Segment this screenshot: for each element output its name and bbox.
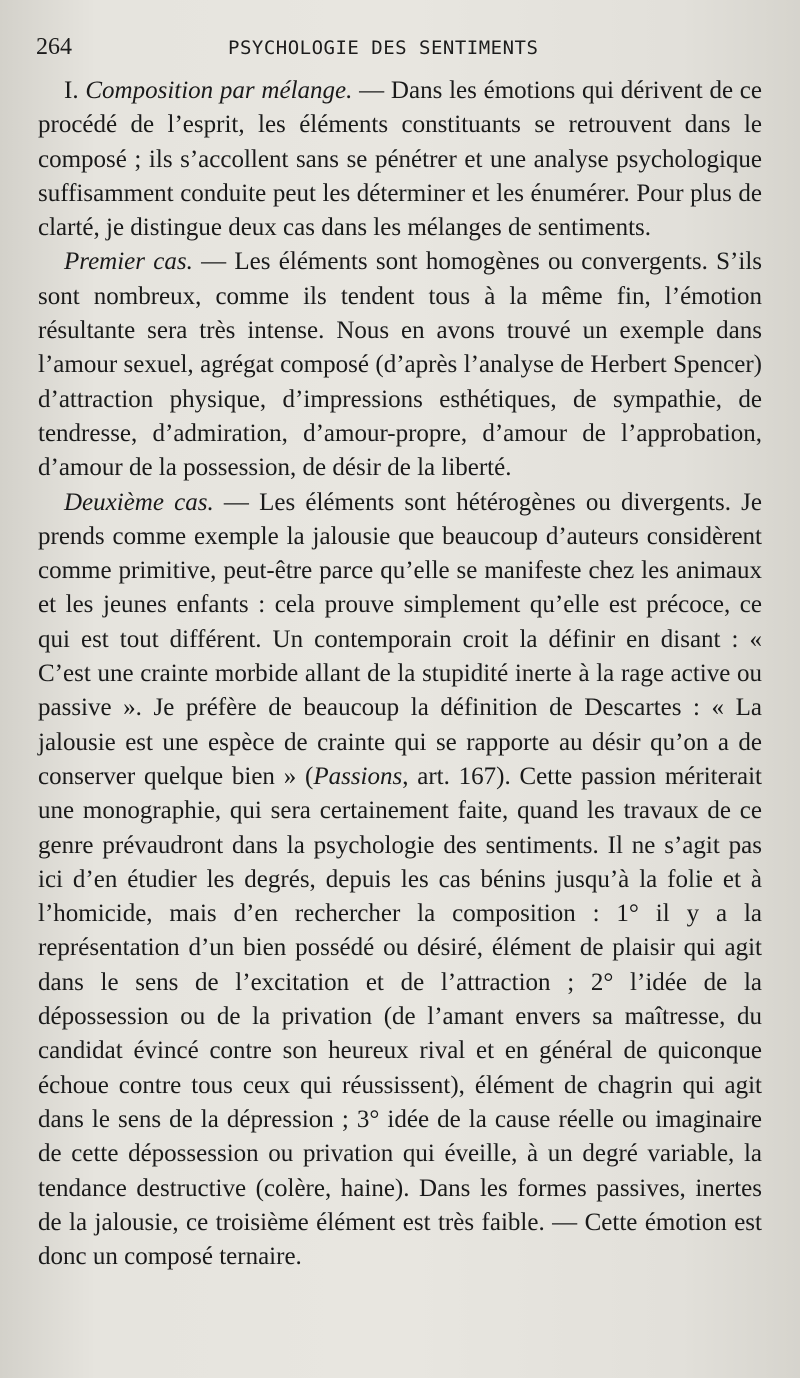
running-head: PSYCHOLOGIE DES SENTIMENTS xyxy=(228,37,539,59)
page-number: 264 xyxy=(36,34,72,60)
case-heading: Premier cas. xyxy=(64,248,193,276)
section-heading: Composition par mélange. xyxy=(85,77,353,104)
paragraph-text: — Les éléments sont hétérogènes ou divergents. Je prends comme exemple la jalousie que beaucoup d’auteurs considèrent comme primitive, peut-être parce qu’elle se manifeste chez les animaux et les jeunes enfants : cela prouve simplement qu’elle est précoce, ce qui est tout différent. Un contemporain croit la définir en disant : « C’est une crainte morbide allant de la stupidité inerte à la rage active ou passive ». Je préfère de beaucoup la définition de Descartes : « La jalousie est une espèce de crainte qui se rapporte au désir qu’on a de conserver quelque bien » ( xyxy=(38,488,763,790)
section-number: I. xyxy=(64,77,86,104)
paragraph-text: — Dans les émotions qui dérivent de ce procédé de l’esprit, les éléments constituants se retrouvent dans le composé ; ils s’accollent sans se pénétrer et une analyse psychologique suffisamment conduite peut les déterminer et les énumérer. Pour plus de clarté, je distingue deux cas dans les mélanges de sentiments. xyxy=(38,77,763,242)
paragraph-text: — Les éléments sont homogènes ou convergents. S’ils sont nombreux, comme ils tendent tous à la même fin, l’émotion résultante sera très intense. Nous en avons trouvé un exemple dans l’amour sexuel, agrégat composé (d’après l’analyse de Herbert Spencer) d’attraction physique, d’impressions esthétiques, de sympathie, de tendresse, d’admiration, d’amour-propre, d’amour de l’approbation, d’amour de la possession, de désir de la liberté. xyxy=(38,248,762,482)
citation-title: Passions xyxy=(313,762,403,790)
paragraph-text-continued: , art. 167). Cette passion mériterait une monographie, qui sera certainement faite, quand les travaux de ce genre prévaudront dans la psychologie des sentiments. Il ne s’agit pas ici d’en étudier les degrés, depuis les cas bénins jusqu’à la folie et à l’homicide, mais d’en rechercher la composition : 1° il y a la représentation d’un bien possédé ou désiré, élément de plaisir qui agit dans le sens de l’excitation et de l’attraction ; 2° l’idée de la dépossession ou de la privation (de l’amant envers sa maîtresse, du candidat évincé contre son heureux rival et en général de quiconque échoue contre tous ceux qui réussissent), élément de chagrin qui agit dans le sens de la dépression ; 3° idée de la cause réelle ou imaginaire de cette dépossession ou privation qui éveille, à un degré variable, la tendance destructive (colère, haine). Dans les formes passives, inertes de la jalousie, ce troisième élément est très faible. — Cette émotion est donc un composé ternaire. xyxy=(38,762,762,1271)
paragraph-premier-cas xyxy=(38,245,762,485)
paragraph-composition xyxy=(38,74,762,245)
body-text xyxy=(38,74,762,1274)
paragraph-deuxieme-cas xyxy=(38,486,762,1275)
page-header xyxy=(36,34,576,60)
case-heading: Deuxième cas. xyxy=(64,488,214,516)
